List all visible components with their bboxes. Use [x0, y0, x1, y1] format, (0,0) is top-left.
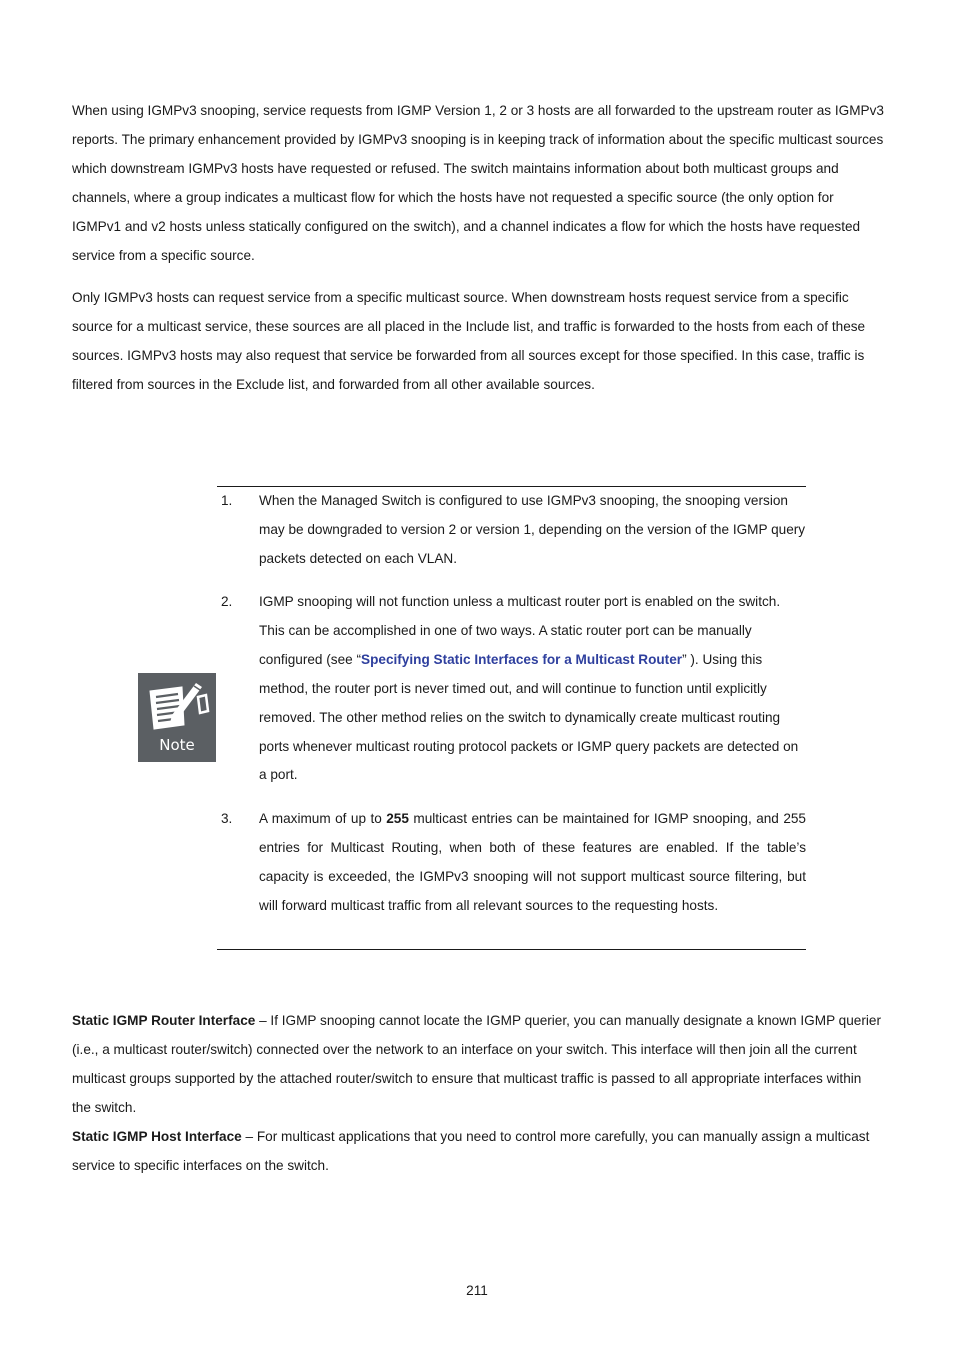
- note-item-1: [221, 487, 806, 574]
- intro-paragraph-2: Only IGMPv3 hosts can request service from a specific multicast source. When downstream hosts request service from a specific source for a multicast service, these sources are all placed in the Include list, and traffic is forwarded to the hosts from each of these sources. IGMPv3 hosts may also request that service be forwarded from all sources except for those specified. In this case, traffic is filtered from sources in the Exclude list, and forwarded from all other available sources.: [72, 290, 866, 392]
- definition-text: – For multicast applications that you need to control more carefully, you can manually assign a multicast service to specific interfaces on the switch.: [72, 1129, 870, 1173]
- note-item-text-before: IGMP snooping will not function unless a multicast router port is enabled on the switch. This can be accomplished in one of two ways. A static router port can be manually configured (see “: [259, 594, 781, 667]
- link-specifying-static-interfaces[interactable]: Specifying Static Interfaces for a Multicast Router: [361, 651, 683, 667]
- note-item-text: [259, 588, 806, 790]
- definition-static-host-interface: [72, 1123, 884, 1181]
- definition-text: – If IGMP snooping cannot locate the IGMP querier, you can manually designate a known IGMP querier (i.e., a multicast router/switch) connected over the network to an interface on your switch. This interface will then join all the current multicast groups supported by the attached router/switch to ensure that multicast traffic is passed to all appropriate interfaces within the switch.: [72, 1013, 881, 1115]
- note-item-text: When the Managed Switch is configured to use IGMPv3 snooping, the snooping version may be downgraded to version 2 or version 1, depending on the version of the IGMP query packets detected on each VLAN.: [259, 493, 806, 566]
- note-item-bold-value: 255: [386, 811, 409, 826]
- note-item-number: 1.: [221, 493, 233, 508]
- definition-term: Static IGMP Host Interface: [72, 1129, 242, 1144]
- note-item-text-before: A maximum of up to: [259, 811, 387, 826]
- note-item-text-after: multicast entries can be maintained for IGMP snooping, and 255 entries for Multicast Routing, when both of these features are enabled. If the table’s capacity is exceeded, the IGMPv3 snooping will not support multicast source filtering, but will forward multicast traffic from all relevant sources to the requesting hosts.: [259, 811, 806, 913]
- note-pencil-icon: [138, 673, 216, 762]
- note-item-2: [221, 588, 806, 790]
- page-number: 211: [466, 1283, 488, 1298]
- note-item-number: 2.: [221, 594, 233, 609]
- note-icon-label: Note: [159, 736, 195, 754]
- definition-static-router-interface: [72, 1007, 884, 1123]
- note-item-text-after: ” ). Using this method, the router port is never timed out, and will continue to function until explicitly removed. The other method relies on the switch to dynamically create multicast routing ports whenever multicast routing protocol packets or IGMP query packets are detected on a port.: [259, 651, 799, 783]
- note-item-text: [259, 805, 806, 921]
- note-bottom-rule: [217, 949, 806, 950]
- note-item-3: [221, 805, 806, 921]
- intro-paragraph-1: When using IGMPv3 snooping, service requests from IGMP Version 1, 2 or 3 hosts are all forwarded to the upstream router as IGMPv3 reports. The primary enhancement provided by IGMPv3 snooping is in keeping track of information about the specific multicast sources which downstream IGMPv3 hosts have requested or refused. The switch maintains information about both multicast groups and channels, where a group indicates a multicast flow for which the hosts have not requested a specific source (the only option for IGMPv1 and v2 hosts unless statically configured on the switch), and a channel indicates a flow for which the hosts have requested service from a specific source.: [72, 103, 884, 263]
- note-item-number: 3.: [221, 811, 233, 826]
- definition-term: Static IGMP Router Interface: [72, 1013, 256, 1028]
